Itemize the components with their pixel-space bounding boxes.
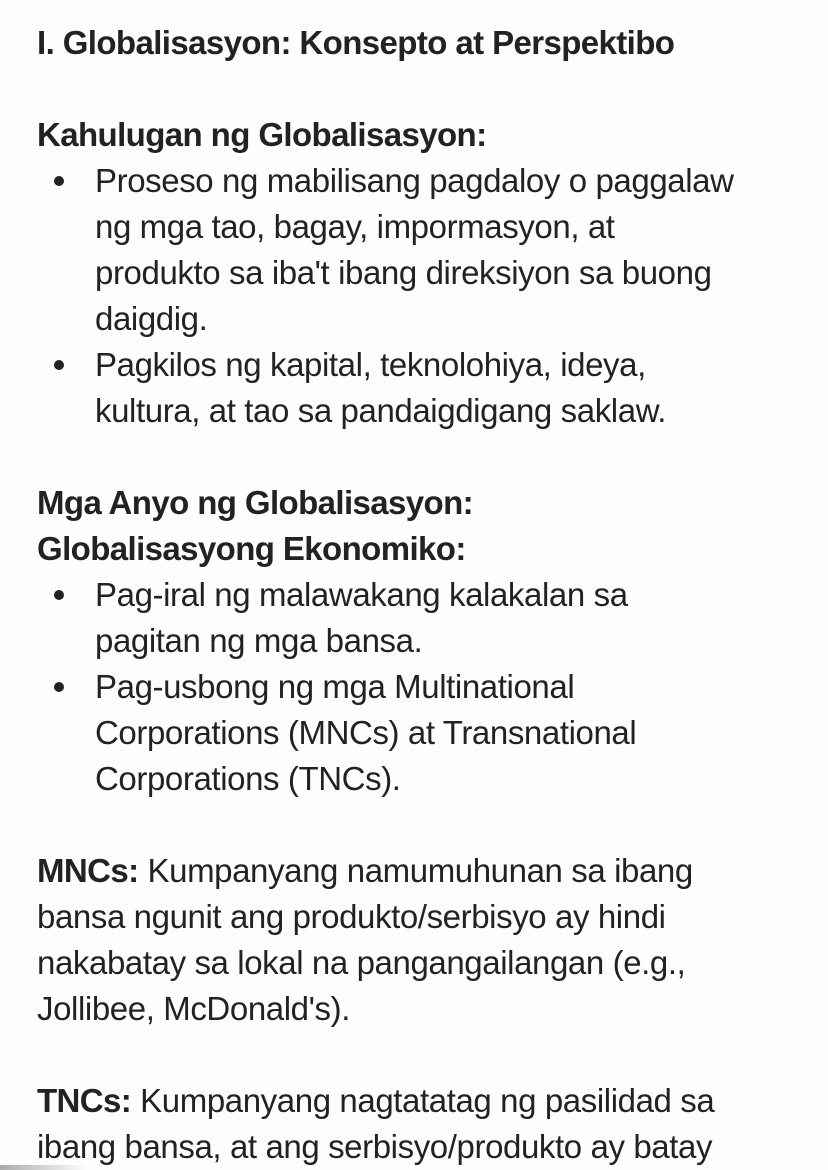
bullet-dot-shape [54, 590, 64, 600]
paragraph-line: ibang bansa, at ang serbisyo/produkto ay batay [37, 1128, 713, 1165]
bullet-item [37, 342, 793, 434]
bullet-line: daigdig. [95, 300, 208, 337]
page-edge-artifact [0, 1165, 86, 1170]
blank-line [37, 802, 793, 848]
bullet-dot-shape [54, 360, 64, 370]
paragraph-line: Jollibee, McDonald's). [37, 990, 350, 1027]
paragraph-label: MNCs: [37, 852, 139, 889]
blank-line [37, 66, 793, 112]
paragraph-line: nakabatay sa lokal na pangangailangan (e.g., [37, 944, 686, 981]
bullet-line: kultura, at tao sa pandaigdigang saklaw. [95, 392, 667, 429]
section-heading: Mga Anyo ng Globalisasyon: [37, 484, 474, 521]
bullet-item [37, 664, 793, 802]
paragraph-line-text: Kumpanyang nagtatatag ng pasilidad sa [140, 1082, 715, 1119]
paragraph-label: TNCs: [37, 1082, 132, 1119]
bullet-item-text [95, 342, 793, 434]
bullet-line: produkto sa iba't ibang direksiyon sa buong [95, 254, 712, 291]
paragraph-line [37, 848, 793, 894]
bullet-item [37, 158, 793, 342]
bullet-item [37, 572, 793, 664]
paragraph [37, 848, 793, 1032]
paragraph [37, 1078, 793, 1170]
blank-line [37, 434, 793, 480]
bullet-list [37, 572, 793, 802]
bullet-line: Corporations (TNCs). [95, 760, 401, 797]
bullet-dot-shape [54, 176, 64, 186]
paragraph-line-text: Kumpanyang namumuhunan sa ibang [147, 852, 693, 889]
bullet-item-text [95, 158, 793, 342]
bullet-dot-icon [37, 572, 95, 618]
bullet-item-text [95, 664, 793, 802]
section-heading: Globalisasyong Ekonomiko: [37, 530, 466, 567]
bullet-line: pagitan ng mga bansa. [95, 622, 423, 659]
bullet-dot-shape [54, 682, 64, 692]
bullet-line: Corporations (MNCs) at Transnational [95, 714, 637, 751]
bullet-line: Proseso ng mabilisang pagdaloy o paggalaw [95, 162, 734, 199]
doc-title: I. Globalisasyon: Konsepto at Perspektibo [37, 24, 675, 61]
paragraph-line [37, 1078, 793, 1124]
bullet-dot-icon [37, 158, 95, 204]
bullet-line: Pag-usbong ng mga Multinational [95, 668, 575, 705]
bullet-line: ng mga tao, bagay, impormasyon, at [95, 208, 615, 245]
bullet-item-text [95, 572, 793, 664]
bullet-dot-icon [37, 664, 95, 710]
bullet-line: Pag-iral ng malawakang kalakalan sa [95, 576, 628, 613]
blank-line [37, 1032, 793, 1078]
bullet-line: Pagkilos ng kapital, teknolohiya, ideya, [95, 346, 646, 383]
section-heading: Kahulugan ng Globalisasyon: [37, 116, 487, 153]
bullet-dot-icon [37, 342, 95, 388]
bullet-list [37, 158, 793, 434]
paragraph-line: bansa ngunit ang produkto/serbisyo ay hindi [37, 898, 666, 935]
